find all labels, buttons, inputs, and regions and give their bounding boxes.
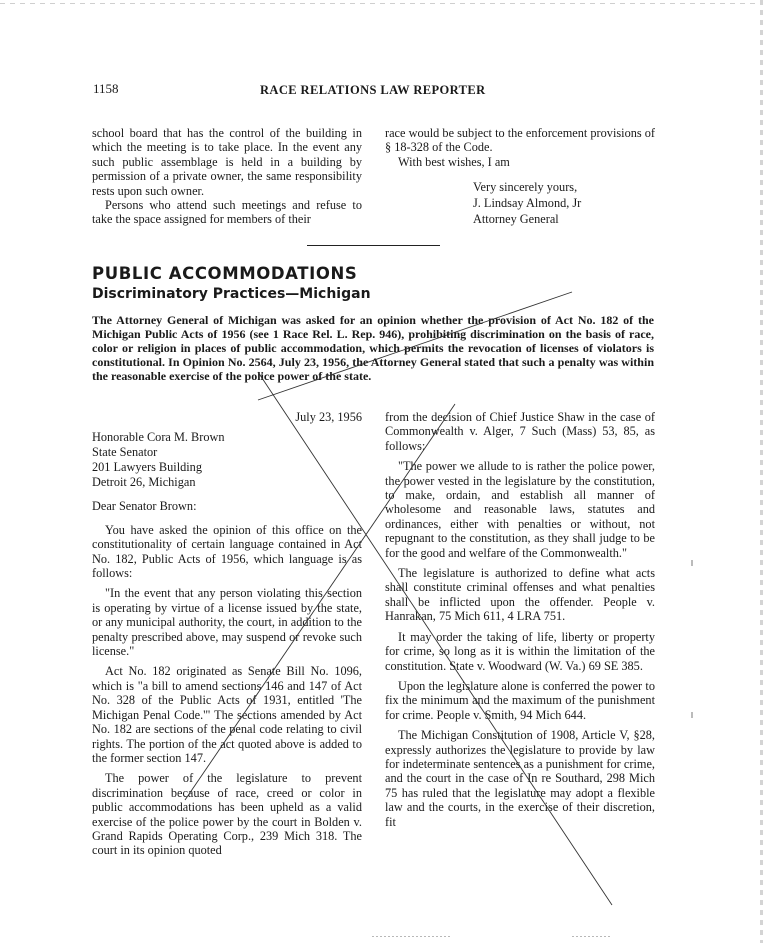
headnote: The Attorney General of Michigan was asked for an opinion whether the provision of Act No. 182 of the Michigan Public Acts of 1956 (see 1 Race Rel. L. Rep. 946), prohibiting discrimination on the basis of race, color or religion in places of public accommodation, which permits the revocation of licenses of violators is constitutional. In Opinion No. 2564, July 23, 1956, the Attorney General stated that such a penalty was within the reasonable exercise of the police power of the state. <box>92 313 654 383</box>
paragraph: race would be subject to the enforcement provisions of § 18-328 of the Code. <box>385 126 655 155</box>
signature-block <box>473 179 655 227</box>
letter-date: July 23, 1956 <box>295 410 362 424</box>
paragraph: school board that has the control of the building in which the meeting is to take place. In the event any such public assemblage is held in a building by permission of a private owner, the same responsibility rests upon such owner. <box>92 126 362 198</box>
block-quote: "In the event that any person violating this section is operating by virtue of a license issued by the state, or any municipal authority, the court, in addition to the penalty prescribed above, may suspend or revoke such license." <box>92 586 362 659</box>
signature-line: Very sincerely yours, <box>473 180 578 195</box>
address-line: State Senator <box>92 445 158 460</box>
address-line: Detroit 26, Michigan <box>92 475 196 490</box>
top-left-column <box>92 126 362 227</box>
top-perforation <box>0 0 763 8</box>
address-line: Honorable Cora M. Brown <box>92 430 225 445</box>
address-line: 201 Lawyers Building <box>92 460 202 475</box>
footer-mark <box>572 936 612 937</box>
closing-line: With best wishes, I am <box>398 154 510 169</box>
paragraph: from the decision of Chief Justice Shaw in the case of Commonwealth v. Alger, 7 Such (Mass) 53, 85, as follows: <box>385 410 655 453</box>
running-header: RACE RELATIONS LAW REPORTER <box>260 83 486 97</box>
block-quote: "The power we allude to is rather the police power, the power vested in the legislature by the constitution, to make, ordain, and establish all manner of wholesome and reasonable laws, statutes and ordinances, either with penalties or without, not repugnant to the constitution, as they shall judge to be for the good and welfare of the Commonwealth." <box>385 459 655 560</box>
section-subtitle: Discriminatory Practices—Michigan <box>92 286 371 302</box>
salutation: Dear Senator Brown: <box>92 499 197 514</box>
page-number: 1158 <box>93 81 119 96</box>
paragraph: Act No. 182 originated as Senate Bill No. 1096, which is "a bill to amend sections 146 and 147 of Act No. 328 of the Public Acts of 1931, entitled 'The Michigan Penal Code.'" The sections amended by Act No. 182 are sections of the penal code relating to civil rights. The portion of the act quoted above is added to the former section 147. <box>92 664 362 765</box>
letter-left-column <box>92 410 362 864</box>
paragraph: Persons who attend such meetings and refuse to take the space assigned for members of their <box>92 198 362 227</box>
section-divider <box>307 245 440 246</box>
section-title: PUBLIC ACCOMMODATIONS <box>92 264 358 283</box>
paragraph: The legislature is authorized to define what acts shall constitute criminal offenses and what penalties shall be inflicted upon the offender. People v. Hanrakan, 75 Mich 611, 4 LRA 751. <box>385 566 655 624</box>
paragraph: Upon the legislature alone is conferred the power to fix the minimum and the maximum of the punishment for crime. People v. Smith, 94 Mich 644. <box>385 678 655 722</box>
paragraph: You have asked the opinion of this office on the constitutionality of certain language contained in Act No. 182, Public Acts of 1956, which language is as follows: <box>92 522 362 581</box>
signature-line: J. Lindsay Almond, Jr <box>473 196 582 211</box>
top-right-column <box>385 126 655 227</box>
paragraph: It may order the taking of life, liberty or property for crime, so long as it is within the limitation of the constitution. State v. Woodward (W. Va.) 69 SE 385. <box>385 629 655 673</box>
letter-right-column <box>385 410 655 835</box>
footer-mark <box>372 936 450 937</box>
paragraph: The power of the legislature to prevent discrimination because of race, creed or color in public accommodations has been upheld as a valid exercise of the police power by the court in Bolden v. Grand Rapids Operating Corp., 239 Mich 318. The court in its opinion quoted <box>92 771 362 858</box>
paragraph: The Michigan Constitution of 1908, Article V, §28, expressly authorizes the legislature to provide by law for indeterminate sentences as a punishment for crime, and the court in the case of In re Southard, 298 Mich 75 has ruled that the legislature may adopt a flexible law and the courts, in the exercise of their discretion, fit <box>385 728 655 829</box>
signature-line: Attorney General <box>473 212 559 227</box>
address-block <box>92 430 362 490</box>
